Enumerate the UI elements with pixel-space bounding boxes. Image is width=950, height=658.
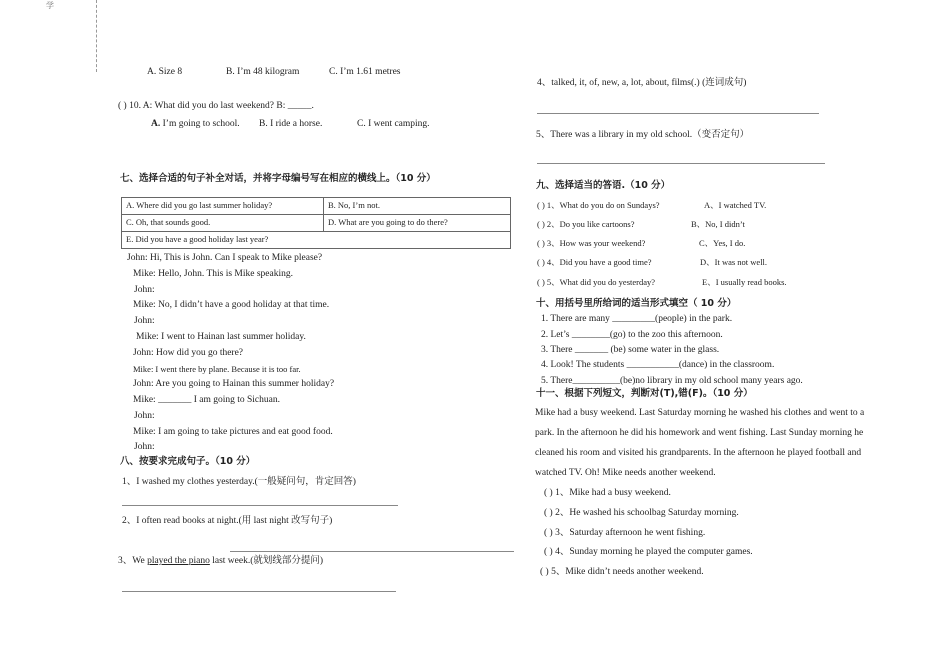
dialog-line: Mike: Hello, John. This is Mike speaking.: [133, 269, 293, 279]
s8-question-1: 1、I washed my clothes yesterday.(一般疑问句，肯定回答): [122, 477, 356, 487]
s11-item-5: ( ) 5、Mike didn’t needs another weekend.: [540, 567, 704, 577]
q10-question: ( ) 10. A: What did you do last weekend? B: _____.: [118, 101, 314, 111]
dialog-line: Mike: _______ I am going to Sichuan.: [133, 395, 280, 405]
s9-question-1: ( ) 1、What do you do on Sundays?: [537, 200, 660, 210]
option-a: A. Where did you go last summer holiday?: [122, 198, 324, 215]
section-7-title: 七、选择合适的句子补全对话，并将字母编号写在相应的横线上。（10 分）: [120, 173, 436, 184]
option-e: E. Did you have a good holiday last year?: [122, 232, 324, 249]
binding-margin-line: [96, 0, 97, 72]
s8-question-3: [118, 555, 323, 567]
option-b: B. No, I’m not.: [324, 198, 511, 215]
q3-prefix: 3、We: [118, 556, 148, 566]
q10-option-a-text: I’m going to school.: [160, 119, 240, 129]
dialog-line: John:: [134, 285, 155, 295]
dialog-line: John:: [134, 442, 155, 452]
s9-answer-b: B、No, I didn’t: [691, 219, 745, 229]
q4-question: 4、talked, it, of, new, a, lot, about, films(.) (连词成句): [537, 78, 747, 88]
q10-option-b: B. I ride a horse.: [259, 119, 323, 129]
s9-question-5: ( ) 5、What did you do yesterday?: [537, 277, 656, 287]
table-row: [122, 215, 511, 232]
section-10-title: 十、用括号里所给词的适当形式填空（ 10 分）: [536, 298, 737, 309]
q5-question: 5、There was a library in my old school.（变否定句）: [536, 130, 750, 140]
answer-line: [537, 163, 825, 164]
s11-item-4: ( ) 4、Sunday morning he played the computer games.: [544, 547, 753, 557]
dialog-line: Mike: I am going to take pictures and eat good food.: [133, 427, 333, 437]
reading-passage: [535, 403, 903, 483]
option-d: D. What are you going to do there?: [324, 215, 511, 232]
s11-item-1: ( ) 1、Mike had a busy weekend.: [544, 488, 671, 498]
passage-line: park. In the afternoon he did his homework and went fishing. Last Sunday morning he: [535, 428, 864, 438]
q3-underlined-phrase: played the piano: [147, 556, 210, 566]
q3-suffix: last week.(就划线部分提问): [209, 556, 324, 566]
dialog-line: John: Are you going to Hainan this summer holiday?: [133, 379, 335, 389]
answer-line: [122, 505, 398, 506]
dialog-line: John: How did you go there?: [133, 348, 244, 358]
answer-line: [122, 591, 396, 592]
q9-option-a: A. Size 8: [147, 67, 183, 77]
table-row: [122, 198, 511, 215]
section-8-title: 八、按要求完成句子。（10 分）: [120, 456, 256, 467]
s9-question-4: ( ) 4、Did you have a good time?: [537, 257, 652, 267]
answer-line: [537, 113, 819, 114]
empty-cell: [324, 232, 511, 249]
passage-line: cleaned his room and visited his grandparents. In the afternoon he played football and: [535, 448, 862, 458]
s10-item-3: 3. There _______ (be) some water in the glass.: [541, 345, 720, 355]
s9-answer-d: D、It was not well.: [700, 257, 768, 267]
s11-item-3: ( ) 3、Saturday afternoon he went fishing.: [544, 528, 706, 538]
s10-item-2: 2. Let’s ________(go) to the zoo this afternoon.: [541, 330, 723, 340]
dialog-line: John:: [134, 316, 155, 326]
dialog-line: Mike: No, I didn’t have a good holiday at that time.: [133, 300, 330, 310]
section-7-options-table: [121, 197, 511, 249]
table-row: [122, 232, 511, 249]
answer-line: [230, 551, 514, 552]
q10-option-a-letter: A.: [151, 119, 161, 129]
s11-item-2: ( ) 2、He washed his schoolbag Saturday morning.: [544, 508, 739, 518]
q9-option-c: C. I’m 1.61 metres: [329, 67, 401, 77]
s9-question-2: ( ) 2、Do you like cartoons?: [537, 219, 635, 229]
passage-line: Mike had a busy weekend. Last Saturday morning he washed his clothes and went to a: [535, 408, 865, 418]
q10-option-c: C. I went camping.: [357, 119, 430, 129]
passage-line: watched TV. Oh! Mike needs another weekend.: [535, 468, 716, 478]
q10-option-a: [151, 118, 240, 130]
s10-item-5: 5. There__________(be)no library in my old school many years ago.: [541, 376, 803, 386]
s9-answer-a: A、I watched TV.: [704, 200, 767, 210]
option-c: C. Oh, that sounds good.: [122, 215, 324, 232]
s10-item-1: 1. There are many _________(people) in the park.: [541, 314, 733, 324]
dialog-line: Mike: I went to Hainan last summer holiday.: [136, 332, 306, 342]
dialog-line: John:: [134, 411, 155, 421]
s10-item-4: 4. Look! The students ___________(dance) in the classroom.: [541, 360, 775, 370]
s9-answer-e: E、I usually read books.: [702, 277, 787, 287]
s9-question-3: ( ) 3、How was your weekend?: [537, 238, 646, 248]
s9-answer-c: C、Yes, I do.: [699, 238, 746, 248]
section-9-title: 九、选择适当的答语.（10 分）: [536, 180, 671, 191]
q9-option-b: B. I’m 48 kilogram: [226, 67, 300, 77]
s8-question-2: 2、I often read books at night.(用 last night 改写句子): [122, 516, 333, 526]
dialog-line: John: Hi, This is John. Can I speak to Mike please?: [127, 253, 323, 263]
dialog-line: Mike: I went there by plane. Because it is too far.: [133, 364, 301, 374]
section-11-title: 十一、根据下列短文，判断对(T),错(F)。（10 分）: [536, 388, 753, 399]
margin-label: 学: [46, 1, 54, 10]
